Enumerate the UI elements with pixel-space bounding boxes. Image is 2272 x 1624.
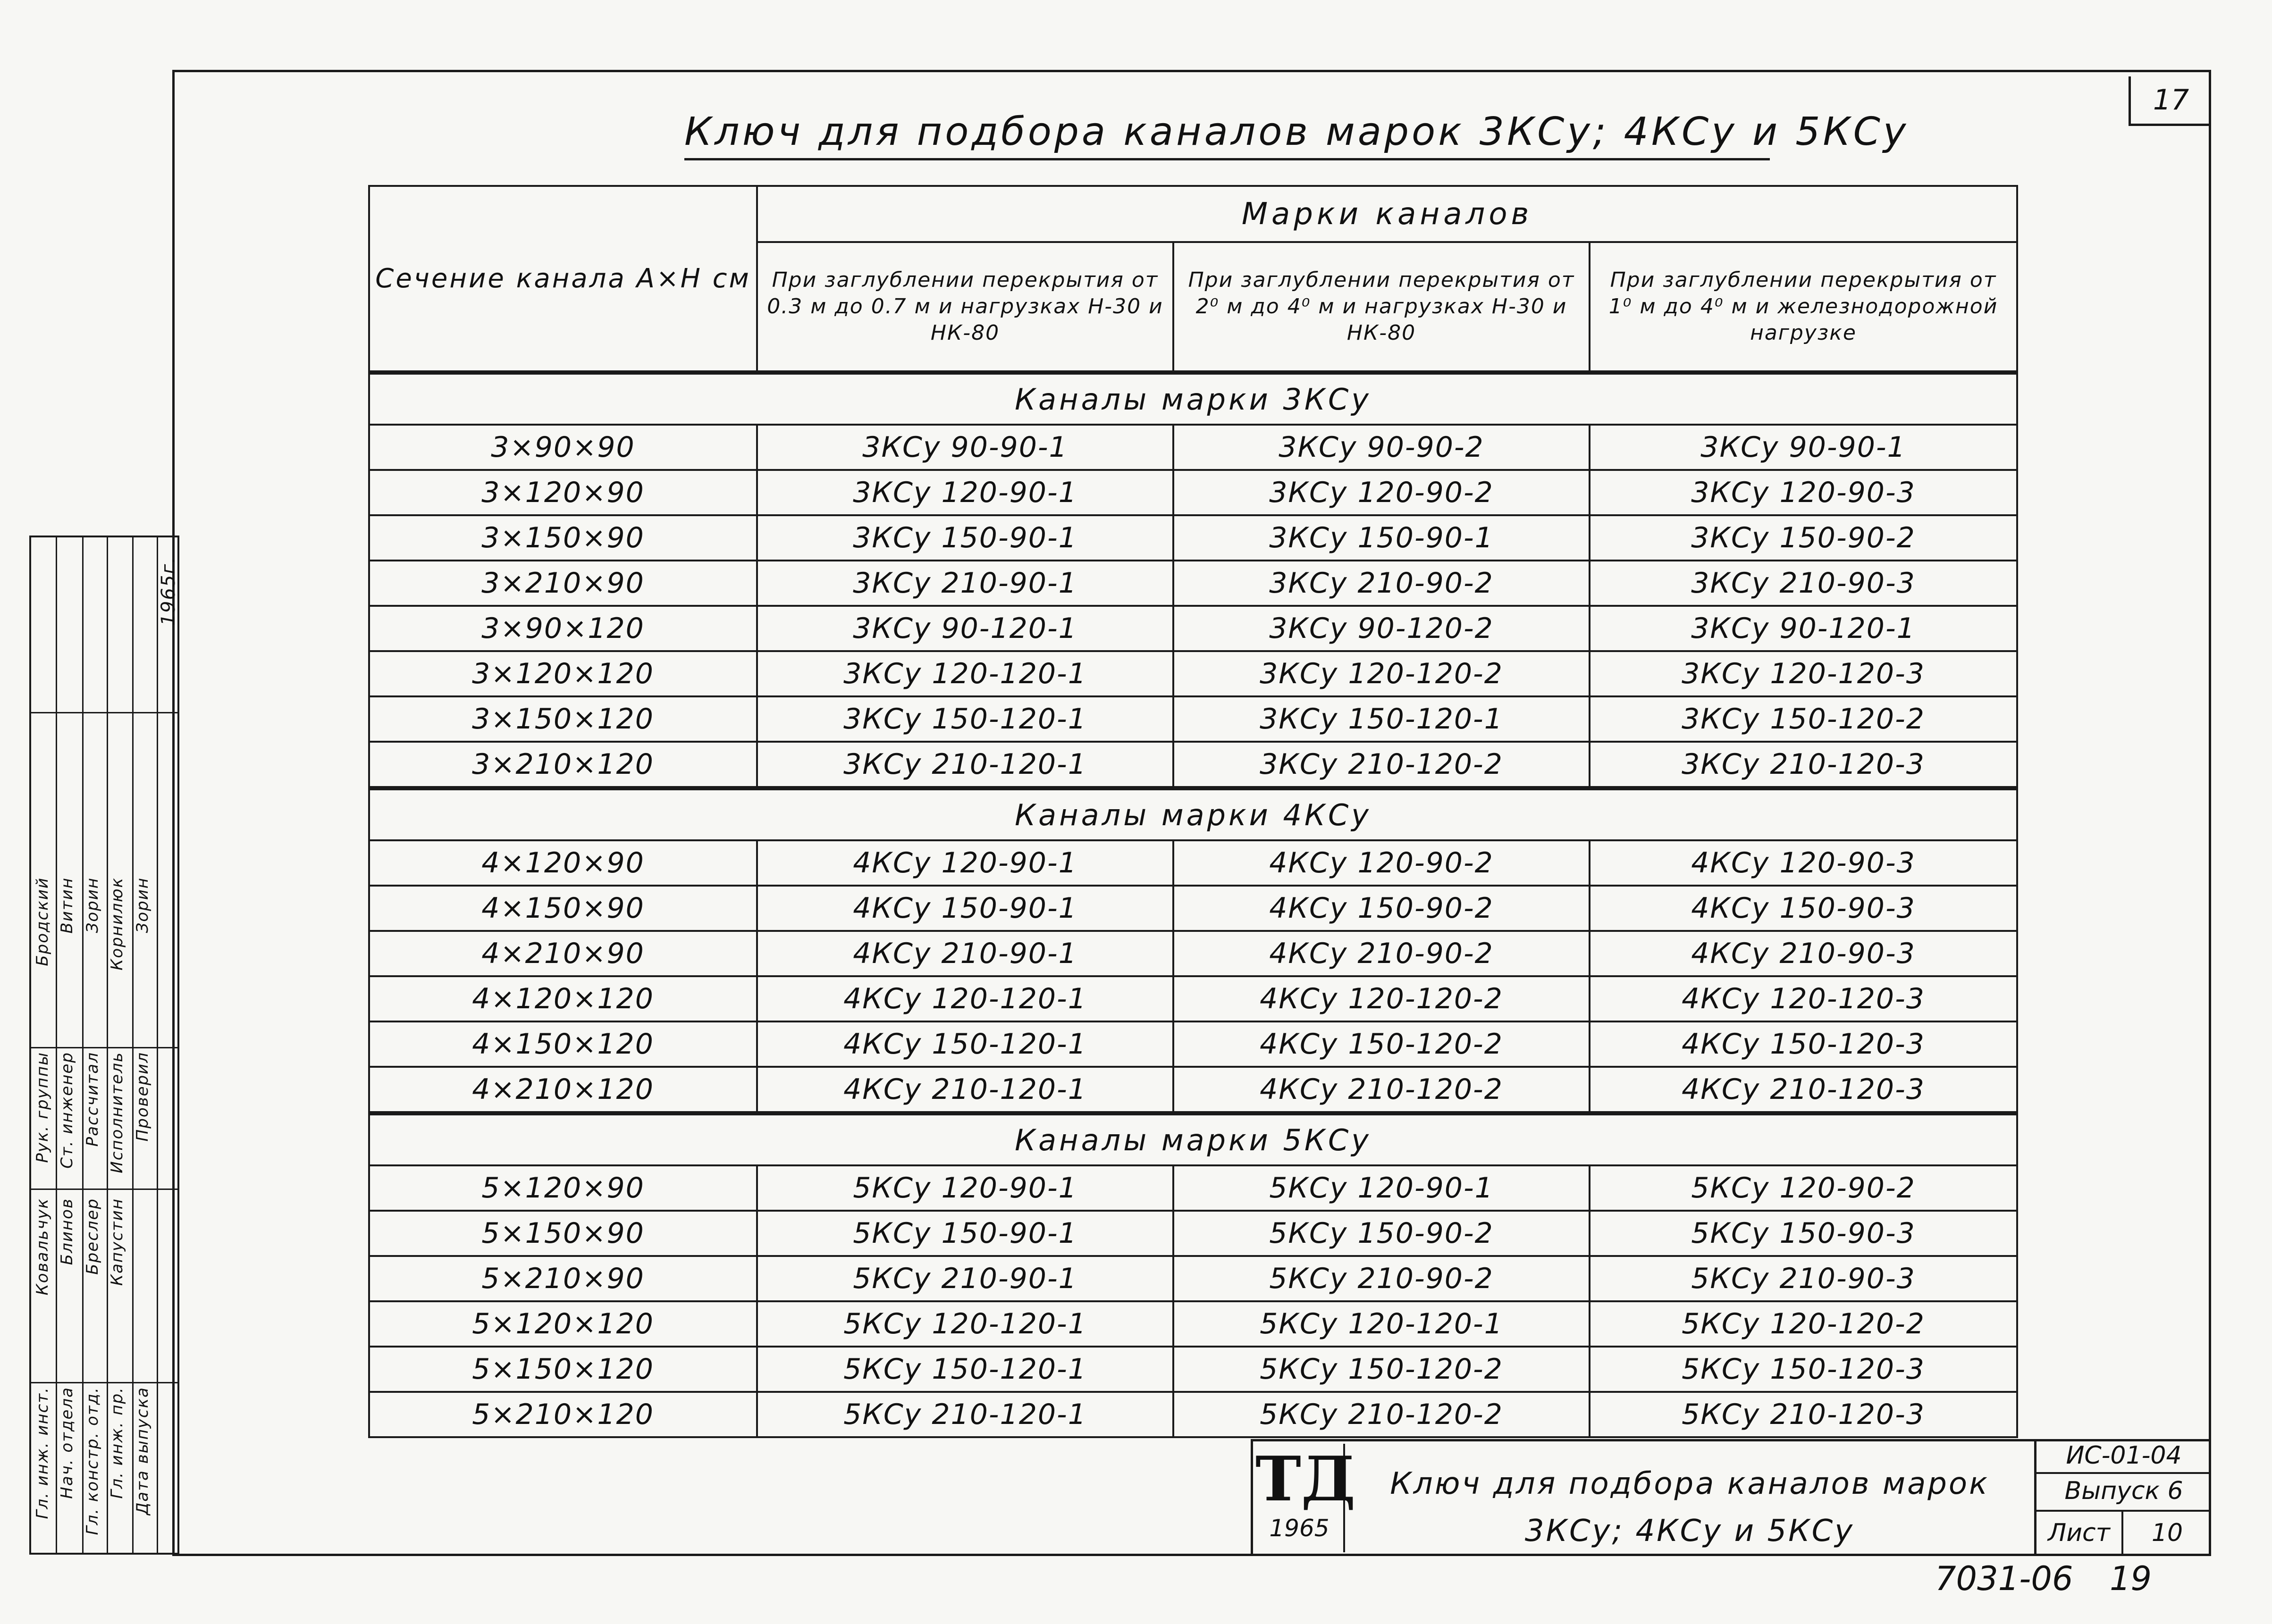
mark-cell: 4КСу 210-120-2 (1173, 1067, 1590, 1113)
stamp-role: Исполнитель (108, 1052, 126, 1173)
table-row (369, 976, 2017, 1021)
mark-cell: 4КСу 210-90-2 (1173, 931, 1590, 976)
table-row (369, 425, 2017, 470)
mark-cell: 3КСу 120-120-1 (757, 651, 1173, 696)
section-cell: 5×150×120 (369, 1347, 757, 1392)
mark-cell: 3КСу 210-120-2 (1173, 742, 1590, 788)
section-cell: 4×150×120 (369, 1021, 757, 1067)
mark-cell: 3КСу 210-120-3 (1590, 742, 2017, 788)
mark-cell: 4КСу 210-120-1 (757, 1067, 1173, 1113)
mark-cell: 5КСу 210-120-1 (757, 1392, 1173, 1437)
table-row (369, 1067, 2017, 1113)
mark-cell: 3КСу 90-90-2 (1173, 425, 1590, 470)
mark-cell: 5КСу 120-120-1 (1173, 1301, 1590, 1347)
section-cell: 4×210×120 (369, 1067, 757, 1113)
title-block-info (2034, 1439, 2211, 1556)
stamp-role: Ст. инженер (58, 1052, 76, 1169)
mark-cell: 3КСу 90-120-1 (757, 606, 1173, 651)
stamp-name: Зорин (83, 877, 102, 933)
section-cell: 3×210×120 (369, 742, 757, 788)
stamp-name: Бродский (33, 877, 52, 966)
logo-year: 1965 (1269, 1515, 1330, 1542)
group-header-row (369, 788, 2017, 841)
mark-cell: 5КСу 120-90-1 (1173, 1165, 1590, 1211)
section-cell: 4×120×90 (369, 840, 757, 886)
stamp-role: Рассчитал (83, 1052, 102, 1147)
institute-logo (1255, 1443, 1356, 1552)
table-row (369, 840, 2017, 886)
mark-cell: 3КСу 120-120-2 (1173, 651, 1590, 696)
stamp-year: 1965г. (158, 556, 179, 626)
mark-cell: 3КСу 90-120-2 (1173, 606, 1590, 651)
stamp-role: Гл. инж. инст. (33, 1387, 52, 1519)
table-row (369, 931, 2017, 976)
mark-cell: 5КСу 150-120-2 (1173, 1347, 1590, 1392)
mark-cell: 4КСу 120-90-1 (757, 840, 1173, 886)
table-row (369, 1211, 2017, 1256)
mark-cell: 3КСу 120-90-3 (1590, 470, 2017, 515)
mark-cell: 3КСу 120-120-3 (1590, 651, 2017, 696)
section-cell: 3×90×90 (369, 425, 757, 470)
table-row (369, 470, 2017, 515)
sheet-corner-number: 17 (2129, 76, 2211, 126)
mark-cell: 4КСу 210-120-3 (1590, 1067, 2017, 1113)
mark-cell: 5КСу 150-90-3 (1590, 1211, 2017, 1256)
group-label: Каналы марки 5КСу (369, 1113, 2017, 1166)
mark-cell: 3КСу 210-90-1 (757, 561, 1173, 606)
mark-cell: 5КСу 150-90-2 (1173, 1211, 1590, 1256)
table-body (369, 373, 2017, 1438)
section-cell: 4×150×90 (369, 886, 757, 931)
group-label: Каналы марки 4КСу (369, 788, 2017, 841)
stamp-name: Корнилюк (108, 877, 126, 971)
header-section: Сечение канала А×Н см (369, 186, 757, 373)
mark-cell: 5КСу 120-90-1 (757, 1165, 1173, 1211)
section-cell: 5×120×120 (369, 1301, 757, 1347)
stamp-name: Зорин (133, 877, 152, 933)
mark-cell: 3КСу 210-120-1 (757, 742, 1173, 788)
mark-cell: 5КСу 210-90-3 (1590, 1256, 2017, 1301)
stamp-role: Гл. инж. пр. (108, 1387, 126, 1499)
section-cell: 3×120×120 (369, 651, 757, 696)
mark-cell: 3КСу 150-90-1 (1173, 515, 1590, 561)
table-row (369, 1165, 2017, 1211)
mark-cell: 3КСу 150-120-1 (757, 696, 1173, 742)
section-cell: 3×120×90 (369, 470, 757, 515)
stamp-role: Рук. группы (33, 1052, 52, 1163)
stamp-name: Блинов (58, 1198, 76, 1265)
mark-cell: 4КСу 150-90-2 (1173, 886, 1590, 931)
mark-cell: 5КСу 120-90-2 (1590, 1165, 2017, 1211)
mark-cell: 5КСу 120-120-1 (757, 1301, 1173, 1347)
section-cell: 5×210×90 (369, 1256, 757, 1301)
mark-cell: 4КСу 210-90-1 (757, 931, 1173, 976)
page-title: Ключ для подбора каналов марок 3КСу; 4КСу и 5КСу (684, 109, 1770, 160)
mark-cell: 5КСу 210-90-1 (757, 1256, 1173, 1301)
mark-cell: 3КСу 90-90-1 (757, 425, 1173, 470)
doc-code: ИС-01-04 (2036, 1439, 2211, 1474)
channel-key-table (368, 185, 2018, 1438)
table-row (369, 1256, 2017, 1301)
mark-cell: 5КСу 210-120-3 (1590, 1392, 2017, 1437)
table-row (369, 651, 2017, 696)
mark-cell: 3КСу 90-90-1 (1590, 425, 2017, 470)
mark-cell: 4КСу 150-90-3 (1590, 886, 2017, 931)
table-row (369, 606, 2017, 651)
mark-cell: 4КСу 120-120-2 (1173, 976, 1590, 1021)
mark-cell: 3КСу 210-90-3 (1590, 561, 2017, 606)
page-number: 19 (2110, 1559, 2152, 1598)
table-row (369, 742, 2017, 788)
mark-cell: 3КСу 150-90-1 (757, 515, 1173, 561)
mark-cell: 4КСу 120-120-3 (1590, 976, 2017, 1021)
mark-cell: 3КСу 120-90-1 (757, 470, 1173, 515)
section-cell: 3×210×90 (369, 561, 757, 606)
section-cell: 5×120×90 (369, 1165, 757, 1211)
stamp-name: Капустин (108, 1198, 126, 1286)
stamp-role: Нач. отдела (58, 1387, 76, 1499)
section-cell: 3×90×120 (369, 606, 757, 651)
title-block-title (1355, 1460, 2025, 1555)
stamp-name: Бреслер (83, 1198, 102, 1275)
mark-cell: 4КСу 120-90-2 (1173, 840, 1590, 886)
group-header-row (369, 1113, 2017, 1166)
mark-cell: 3КСу 210-90-2 (1173, 561, 1590, 606)
group-label: Каналы марки 3КСу (369, 373, 2017, 425)
mark-cell: 4КСу 150-120-1 (757, 1021, 1173, 1067)
stamp-role: Гл. констр. отд. (83, 1387, 102, 1535)
mark-cell: 4КСу 120-120-1 (757, 976, 1173, 1021)
header-col1: При заглублении перекрытия от 0.3 м до 0.7 м и нагрузках Н-30 и НК-80 (757, 242, 1173, 373)
mark-cell: 4КСу 150-120-2 (1173, 1021, 1590, 1067)
mark-cell: 4КСу 120-90-3 (1590, 840, 2017, 886)
mark-cell: 4КСу 210-90-3 (1590, 931, 2017, 976)
title-block-line2: 3КСу; 4КСу и 5КСу (1524, 1514, 1855, 1549)
mark-cell: 5КСу 210-90-2 (1173, 1256, 1590, 1301)
table-row (369, 886, 2017, 931)
approval-stamp (29, 536, 179, 1555)
mark-cell: 5КСу 150-120-3 (1590, 1347, 2017, 1392)
sheet-label: Лист (2036, 1510, 2123, 1556)
table-row (369, 1347, 2017, 1392)
mark-cell: 5КСу 150-120-1 (757, 1347, 1173, 1392)
mark-cell: 3КСу 90-120-1 (1590, 606, 2017, 651)
table-row (369, 1021, 2017, 1067)
stamp-role: Проверил (133, 1052, 152, 1142)
mark-cell: 3КСу 150-90-2 (1590, 515, 2017, 561)
mark-cell: 4КСу 150-120-3 (1590, 1021, 2017, 1067)
header-col2: При заглублении перекрытия от 2⁰ м до 4⁰ м и нагрузках Н-30 и НК-80 (1173, 242, 1590, 373)
table-row (369, 561, 2017, 606)
mark-cell: 3КСу 150-120-2 (1590, 696, 2017, 742)
doc-number: 7031-06 (1935, 1559, 2073, 1598)
group-header-row (369, 373, 2017, 425)
stamp-name: Ковальчук (33, 1198, 52, 1296)
mark-cell: 3КСу 150-120-1 (1173, 696, 1590, 742)
header-col3: При заглублении перекрытия от 1⁰ м до 4⁰ м и железнодорожной нагрузке (1590, 242, 2017, 373)
header-marks: Марки каналов (757, 186, 2017, 242)
section-cell: 5×150×90 (369, 1211, 757, 1256)
mark-cell: 5КСу 210-120-2 (1173, 1392, 1590, 1437)
table-row (369, 696, 2017, 742)
section-cell: 3×150×90 (369, 515, 757, 561)
table-row (369, 515, 2017, 561)
table-row (369, 1392, 2017, 1437)
mark-cell: 5КСу 150-90-1 (757, 1211, 1173, 1256)
title-block-line1: Ключ для подбора каналов марок (1390, 1466, 1989, 1501)
issue-number: Выпуск 6 (2036, 1472, 2211, 1512)
mark-cell: 4КСу 150-90-1 (757, 886, 1173, 931)
section-cell: 4×210×90 (369, 931, 757, 976)
stamp-name: Витин (58, 877, 76, 934)
section-cell: 5×210×120 (369, 1392, 757, 1437)
mark-cell: 3КСу 120-90-2 (1173, 470, 1590, 515)
logo-mark: ТД (1255, 1443, 1356, 1515)
stamp-role: Дата выпуска (133, 1387, 152, 1515)
table-row (369, 1301, 2017, 1347)
section-cell: 3×150×120 (369, 696, 757, 742)
sheet-value: 10 (2151, 1519, 2183, 1547)
mark-cell: 5КСу 120-120-2 (1590, 1301, 2017, 1347)
section-cell: 4×120×120 (369, 976, 757, 1021)
